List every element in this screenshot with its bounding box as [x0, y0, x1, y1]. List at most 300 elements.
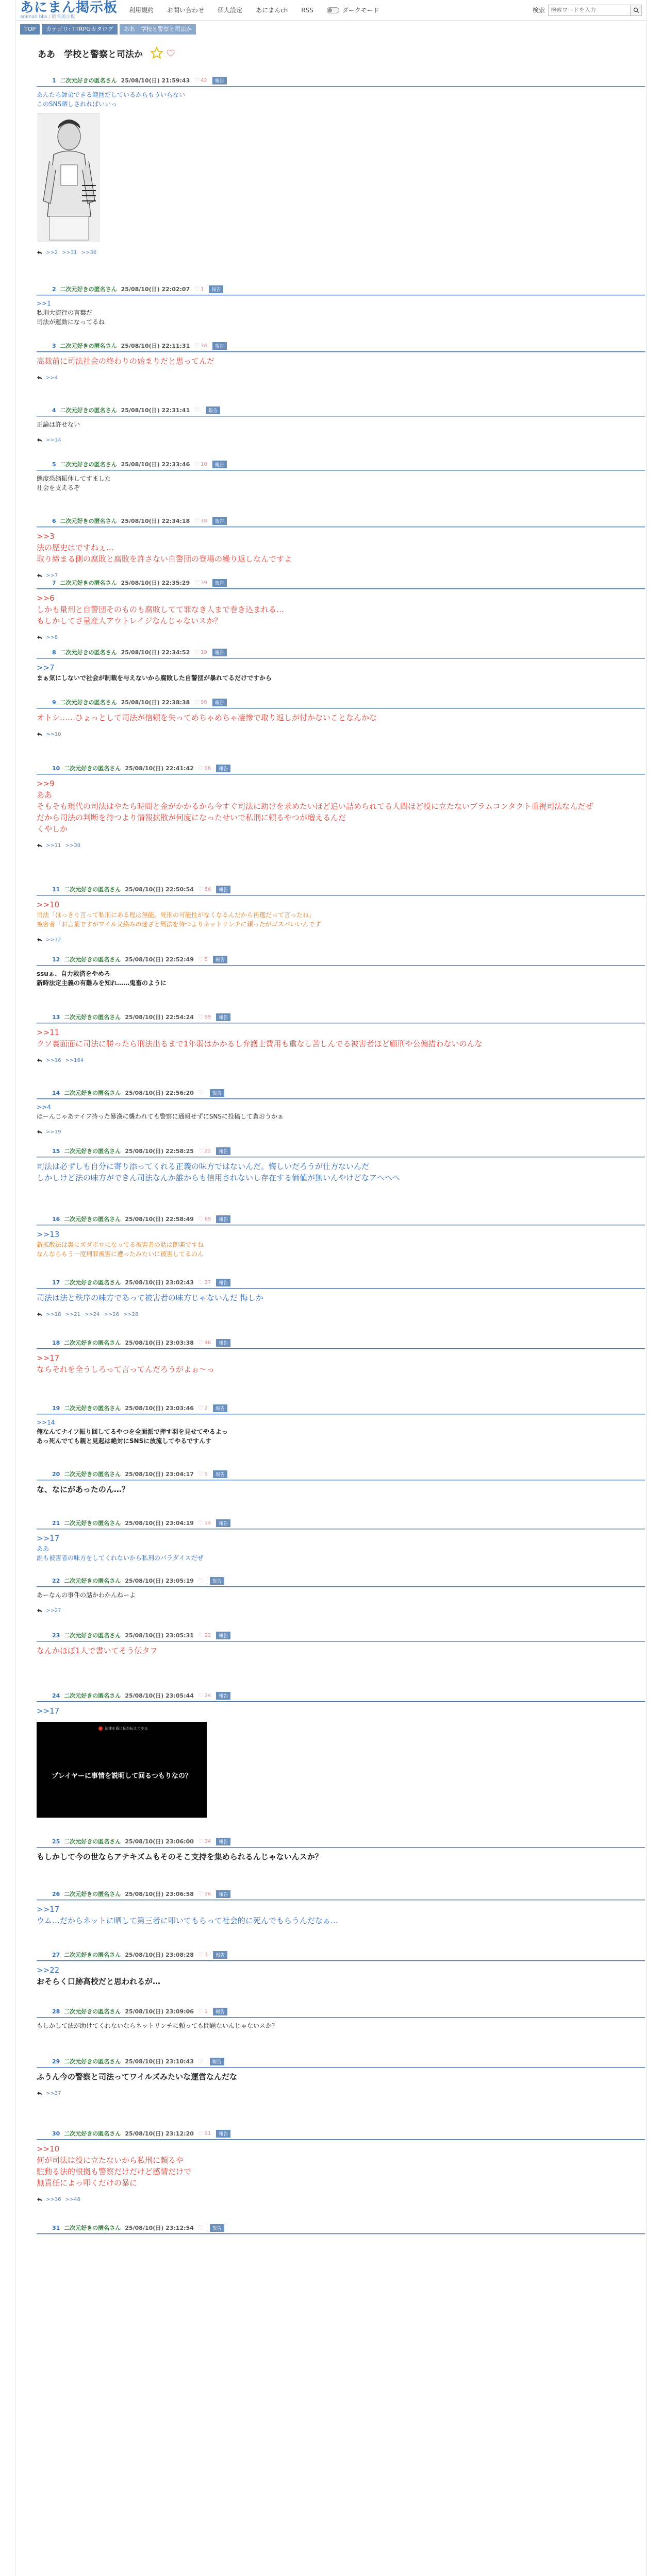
heart-count: 1	[201, 286, 204, 292]
post-body	[37, 1481, 645, 1495]
heart-icon[interactable]: ♡	[197, 1577, 204, 1584]
report-button[interactable]: 報告	[216, 1838, 230, 1845]
reply-links	[37, 2196, 645, 2203]
post-number[interactable]: 25	[52, 1838, 60, 1845]
post-number[interactable]: 29	[52, 2058, 60, 2065]
poster-name: 二次元好きの匿名さん	[60, 343, 117, 349]
post-text-line: ふうん今の警察と司法ってワイルズみたいな運営なんだな	[37, 2072, 238, 2081]
post-number[interactable]: 1	[52, 77, 56, 84]
post	[37, 579, 645, 641]
post-number[interactable]: 15	[52, 1147, 60, 1155]
post-date: 25/08/10(日) 22:11:31	[121, 343, 190, 349]
post	[37, 342, 645, 381]
search-button[interactable]	[631, 5, 642, 16]
poster-name: 二次元好きの匿名さん	[64, 1838, 121, 1845]
post-date: 25/08/10(日) 23:08:28	[125, 1952, 194, 1958]
post	[37, 648, 645, 683]
heart-count: 46	[204, 1340, 211, 1346]
poster-name: 二次元好きの匿名さん	[64, 1952, 121, 1958]
report-button[interactable]: 報告	[216, 1692, 230, 1700]
reply-link[interactable]: >>2	[46, 249, 58, 256]
report-button[interactable]: 報告	[213, 1404, 227, 1412]
heart-icon[interactable]: ♡	[194, 77, 200, 84]
post-body	[37, 2018, 645, 2030]
post	[37, 1147, 645, 1183]
heart-count: 9	[204, 1471, 208, 1477]
post-body	[37, 1587, 645, 1600]
post-header	[37, 285, 645, 293]
post-number[interactable]: 28	[52, 2008, 60, 2015]
post-number[interactable]: 27	[52, 1951, 60, 1958]
nav-settings[interactable]: 個人設定	[218, 7, 243, 14]
post-number[interactable]: 19	[52, 1404, 60, 1412]
post-body	[37, 589, 645, 626]
reply-link[interactable]: >>10	[46, 731, 61, 737]
heart-count: 99	[204, 1014, 211, 1020]
post-header	[37, 1089, 645, 1097]
reply-link[interactable]: >>19	[46, 1129, 61, 1135]
heart-icon[interactable]: ♡	[194, 461, 200, 468]
post-date: 25/08/10(日) 23:09:06	[125, 2008, 194, 2015]
poster-name: 二次元好きの匿名さん	[64, 956, 121, 963]
post	[37, 2057, 645, 2097]
post-number[interactable]: 18	[52, 1339, 60, 1346]
post-body	[37, 659, 645, 683]
post-text-line: オトシ……ひょっとして司法が信頼を失ってめちゃめちゃ凄惨で取り返しが付かないことなんかな	[37, 713, 377, 722]
reply-icon	[37, 250, 43, 255]
post-header	[37, 955, 645, 963]
post	[37, 2129, 645, 2203]
report-button[interactable]: 報告	[216, 1890, 230, 1898]
reply-link[interactable]: >>16	[46, 1057, 61, 1063]
post-number[interactable]: 13	[52, 1013, 60, 1021]
post-text-line: ああ	[37, 790, 53, 800]
heart-icon[interactable]: ♡	[197, 956, 204, 963]
post-image[interactable]	[38, 113, 100, 242]
report-button[interactable]: 報告	[206, 406, 220, 414]
report-button[interactable]: 報告	[216, 1013, 230, 1021]
post-date: 25/08/10(日) 23:12:54	[125, 2225, 194, 2231]
post-number[interactable]: 20	[52, 1470, 60, 1478]
reply-link[interactable]: >>31	[62, 249, 77, 256]
header-nav	[129, 6, 379, 14]
post-number[interactable]: 24	[52, 1692, 60, 1699]
heart-icon[interactable]: ♡	[197, 1404, 204, 1412]
post	[37, 285, 645, 327]
post-date: 25/08/10(日) 22:34:18	[121, 518, 190, 524]
reply-link[interactable]: >>36	[46, 2196, 61, 2202]
post-number[interactable]: 21	[52, 1519, 60, 1527]
reply-links	[37, 374, 645, 381]
heart-icon[interactable]: ♡	[197, 1632, 204, 1639]
post-number[interactable]: 4	[52, 406, 56, 414]
breadcrumb-category[interactable]: カテゴリ: TTRPGカタログ	[42, 24, 118, 35]
report-button[interactable]: 報告	[210, 1089, 224, 1097]
post-header	[37, 698, 645, 706]
report-button[interactable]: 報告	[216, 1519, 230, 1527]
post-header	[37, 517, 645, 525]
heart-icon[interactable]: ♡	[197, 1838, 204, 1845]
heart-icon[interactable]: ♡	[194, 342, 200, 349]
poster-name: 二次元好きの匿名さん	[64, 1216, 121, 1223]
reply-links	[37, 2090, 645, 2097]
post-header	[37, 1691, 645, 1700]
heart-count: 14	[204, 1520, 211, 1526]
reply-link[interactable]: >>8	[46, 634, 58, 640]
report-button[interactable]: 報告	[216, 2130, 230, 2138]
dark-mode-label: ダークモード	[342, 7, 379, 14]
reply-link[interactable]: >>28	[123, 1311, 139, 1317]
breadcrumb	[16, 23, 646, 36]
heart-icon[interactable]: ♡	[197, 1890, 204, 1897]
reply-link[interactable]: >>30	[65, 842, 80, 849]
anchor-link[interactable]: >>22	[37, 1965, 60, 1975]
poster-name: 二次元好きの匿名さん	[60, 518, 117, 524]
post-body	[37, 1848, 645, 1862]
report-button[interactable]: 報告	[212, 461, 227, 468]
heart-icon[interactable]: ♡	[197, 1013, 204, 1021]
nav-rss[interactable]: RSS	[301, 6, 313, 14]
poster-name: 二次元好きの匿名さん	[64, 1014, 121, 1021]
report-button[interactable]: 報告	[213, 956, 227, 963]
post-text-line: 司法は法と秩序の味方であって被害者の味方じゃないんだ 悔しか	[37, 1293, 263, 1302]
heart-icon[interactable]: ♡	[197, 886, 204, 893]
poster-name: 二次元好きの匿名さん	[64, 1891, 121, 1897]
post-body	[37, 775, 645, 835]
heart-icon[interactable]: ♡	[197, 1215, 204, 1223]
post-text-line: そもそも現代の司法はやたら時間と金がかかるから今すぐ司法に助けを求めたいほど追い詰められてる人間ほど役に立たないブラムコンタクト重視司法なんだぜ	[37, 802, 593, 811]
anchor-link[interactable]: >>11	[37, 1028, 60, 1037]
post-body	[37, 1226, 645, 1259]
post-text-line: なんならもう一度刑罪被害に遭ったみたいに被害してるのん	[37, 1250, 204, 1258]
heart-icon[interactable]: ♡	[197, 1519, 204, 1527]
report-button[interactable]: 報告	[210, 2224, 224, 2232]
reply-link[interactable]: >>24	[84, 1311, 100, 1317]
poster-name: 二次元好きの匿名さん	[60, 286, 117, 293]
reply-link[interactable]: >>27	[46, 1607, 61, 1614]
report-button[interactable]: 報告	[213, 1470, 227, 1478]
report-button[interactable]: 報告	[212, 579, 227, 587]
anchor-link[interactable]: >>9	[37, 779, 55, 788]
star-icon[interactable]	[150, 46, 163, 60]
breadcrumb-thread[interactable]: ああ 学校と警察と司法か	[120, 24, 196, 35]
poster-name: 二次元好きの匿名さん	[64, 1578, 121, 1584]
reply-link[interactable]: >>14	[46, 437, 61, 443]
post-date: 25/08/10(日) 22:54:24	[125, 1014, 194, 1021]
report-button[interactable]: 報告	[213, 1951, 227, 1959]
post-number[interactable]: 23	[52, 1632, 60, 1639]
video-subtitle: プレイヤーに事情を説明して回るつもりなの？	[52, 1772, 192, 1780]
post-number[interactable]: 7	[52, 579, 56, 586]
post-text-line: 正論は許せない	[37, 421, 80, 428]
post-date: 25/08/10(日) 23:05:44	[125, 1692, 194, 1699]
reply-link[interactable]: >>48	[65, 2196, 80, 2202]
post-header	[37, 1338, 645, 1347]
heart-count: 26	[204, 1891, 211, 1897]
report-button[interactable]: 報告	[216, 1632, 230, 1639]
dark-mode-toggle[interactable]	[327, 6, 379, 14]
post-header	[37, 342, 645, 350]
post-date: 25/08/10(日) 23:06:00	[125, 1838, 194, 1845]
post-date: 25/08/10(日) 23:12:20	[125, 2130, 194, 2137]
poster-name: 二次元好きの匿名さん	[64, 1692, 121, 1699]
post	[37, 1631, 645, 1656]
post	[37, 406, 645, 444]
poster-name: 二次元好きの匿名さん	[64, 2225, 121, 2231]
reply-link[interactable]: >>11	[46, 842, 61, 849]
post-number[interactable]: 11	[52, 886, 60, 893]
anchor-link[interactable]: >>17	[37, 1905, 60, 1914]
post-number[interactable]: 6	[52, 517, 56, 524]
poster-name: 二次元好きの匿名さん	[64, 1471, 121, 1478]
post-body	[37, 1349, 645, 1375]
post-body	[37, 352, 645, 367]
reply-icon	[37, 437, 43, 443]
anchor-link[interactable]: >>13	[37, 1230, 60, 1239]
post	[37, 1519, 645, 1563]
post-text-line: 司法「ほっきり言って私刑にある程は無能。死刑の可能性がなくなるんだから再選だって言ったね」	[37, 911, 316, 919]
anchor-link[interactable]: >>3	[37, 532, 55, 541]
reply-links	[37, 842, 645, 849]
post-text-line: ウム…だからネットに晒して第三者に叩いてもらって社会的に死んでもらうんだなぁ…	[37, 1916, 338, 1925]
post-header	[37, 1577, 645, 1585]
anchor-link[interactable]: >>17	[37, 1353, 60, 1363]
report-button[interactable]: 報告	[216, 765, 230, 772]
heart-count: 3	[204, 1952, 208, 1958]
post-text-line: もしかして今の世ならアテキズムもそのそこ支持を集められるんじゃないんスか？	[37, 1852, 323, 1861]
heart-icon[interactable]: ♡	[194, 406, 200, 414]
poster-name: 二次元好きの匿名さん	[60, 580, 117, 586]
report-button[interactable]: 報告	[210, 2058, 224, 2065]
heart-count: 34	[204, 1838, 211, 1844]
post-number[interactable]: 14	[52, 1089, 60, 1096]
reply-icon	[37, 1058, 43, 1063]
heart-icon[interactable]: ♡	[197, 2224, 204, 2231]
post-date: 25/08/10(日) 23:10:43	[125, 2058, 194, 2065]
post-body	[37, 417, 645, 429]
post	[37, 1338, 645, 1375]
post	[37, 460, 645, 493]
post-text-line: ならそれを全うしろって言ってんだろうがよぉ～っ	[37, 1365, 215, 1374]
reply-link[interactable]: >>37	[46, 2090, 61, 2096]
reply-link[interactable]: >>36	[81, 249, 97, 256]
post-text-line: 被害者「お言葉ですがワイル又絡みの迷ざと刑法を待つよりネットリンチに頼ったがゴスパいいんです	[37, 921, 321, 928]
reply-icon	[37, 573, 43, 578]
heart-icon[interactable]: ♡	[197, 1279, 204, 1286]
reply-link[interactable]: >>12	[46, 937, 61, 943]
report-button[interactable]: 報告	[216, 1339, 230, 1347]
post-number[interactable]: 8	[52, 649, 56, 656]
heart-count: 98	[201, 699, 207, 705]
post-number[interactable]: 17	[52, 1279, 60, 1286]
heart-count: 10	[201, 461, 207, 467]
post-number[interactable]: 31	[52, 2224, 60, 2231]
heart-icon[interactable]: ♡	[197, 1692, 204, 1699]
poster-name: 二次元好きの匿名さん	[64, 1148, 121, 1155]
heart-count: 96	[204, 765, 211, 771]
post-text-line: 司法は必ずしも自分に寄り添ってくれる正義の味方ではないんだ。悔しいだろうが仕方ないんだ	[37, 1162, 370, 1171]
post-body	[37, 2140, 645, 2189]
post-header	[37, 1837, 645, 1845]
breadcrumb-top[interactable]: TOP	[20, 24, 40, 35]
report-button[interactable]: 報告	[216, 1215, 230, 1223]
anchor-link[interactable]: >>7	[37, 663, 55, 672]
post-number[interactable]: 10	[52, 765, 60, 772]
post-body	[37, 296, 645, 327]
post	[37, 1278, 645, 1318]
heart-icon[interactable]: ♡	[197, 765, 204, 772]
post-text-line: 無責任によっ叩くだけの暴に	[37, 2178, 138, 2188]
post-body	[37, 1530, 645, 1563]
reply-link[interactable]: >>164	[65, 1057, 84, 1063]
reply-icon	[37, 937, 43, 942]
reply-icon	[37, 375, 43, 380]
post-date: 25/08/10(日) 22:35:29	[121, 580, 190, 586]
anchor-link[interactable]: >>10	[37, 2144, 60, 2154]
poster-name: 二次元好きの匿名さん	[60, 649, 117, 656]
poster-name: 二次元好きの匿名さん	[64, 1340, 121, 1346]
post	[37, 1215, 645, 1259]
post-number[interactable]: 9	[52, 699, 56, 706]
heart-icon[interactable]: ♡	[197, 2008, 204, 2015]
poster-name: 二次元好きの匿名さん	[64, 1632, 121, 1639]
heart-icon[interactable]: ♡	[194, 285, 200, 293]
post-text-line: 高裁前に司法社会の終わりの始まりだと思ってんだ	[37, 357, 215, 366]
record-dot-icon	[98, 1726, 103, 1731]
site-logo[interactable]	[20, 1, 118, 20]
report-button[interactable]: 報告	[216, 886, 230, 893]
nav-terms[interactable]: 利用規約	[129, 7, 154, 14]
heart-count: 91	[204, 2130, 211, 2137]
post-date: 25/08/10(日) 23:02:43	[125, 1279, 194, 1286]
report-button[interactable]: 報告	[213, 2008, 227, 2015]
anchor-link[interactable]: >>17	[37, 1534, 60, 1543]
report-button[interactable]: 報告	[212, 342, 227, 350]
report-button[interactable]: 報告	[209, 285, 223, 293]
nav-contact[interactable]: お問い合わせ	[167, 7, 205, 14]
post-date: 25/08/10(日) 22:33:46	[121, 461, 190, 468]
search-icon	[633, 7, 639, 13]
heart-icon[interactable]: ♡	[197, 2130, 204, 2137]
anchor-link[interactable]: >>6	[37, 594, 55, 603]
heart-icon[interactable]: ♡	[197, 2058, 204, 2065]
heart-icon[interactable]: ♡	[194, 649, 200, 656]
post-number[interactable]: 26	[52, 1890, 60, 1897]
heart-icon[interactable]: ♡	[194, 699, 200, 706]
post-number[interactable]: 5	[52, 461, 56, 468]
heart-outline-icon[interactable]	[167, 49, 175, 57]
report-button[interactable]: 報告	[212, 699, 227, 706]
reply-link[interactable]: >>7	[46, 572, 58, 579]
report-button[interactable]: 報告	[212, 649, 227, 656]
post-number[interactable]: 22	[52, 1577, 60, 1584]
post-header	[37, 460, 645, 468]
post-header	[37, 2129, 645, 2138]
post	[37, 1837, 645, 1862]
poster-name: 二次元好きの匿名さん	[64, 1520, 121, 1527]
post-number[interactable]: 30	[52, 2130, 60, 2137]
post	[37, 2224, 645, 2238]
poster-name: 二次元好きの匿名さん	[60, 407, 117, 414]
search-label: 検索	[532, 7, 545, 14]
post-text-line: 態度恐縮振休してすました	[37, 475, 111, 482]
post-header	[37, 885, 645, 893]
post-text-line: このSNS晒しされればいいっ	[37, 100, 118, 108]
poster-name: 二次元好きの匿名さん	[64, 2058, 121, 2065]
post-header	[37, 2224, 645, 2232]
post-body	[37, 471, 645, 493]
post-text-line: なんかほぼ1人で書いてそう伝タフ	[37, 1646, 158, 1655]
post-date: 25/08/10(日) 22:02:07	[121, 286, 190, 293]
post-number[interactable]: 2	[52, 285, 56, 293]
search-input[interactable]	[548, 5, 631, 16]
video-embed[interactable]	[37, 1722, 207, 1818]
anchor-link[interactable]: >>4	[37, 1104, 51, 1111]
post-text-line: 俺なんてナイフ振り回してるやつを全面派で押す羽を見せてやるよっ	[37, 1428, 228, 1435]
heart-icon[interactable]: ♡	[194, 579, 200, 586]
post-body	[37, 1099, 645, 1121]
heart-icon[interactable]: ♡	[194, 517, 200, 524]
report-button[interactable]: 報告	[212, 517, 227, 525]
heart-icon[interactable]: ♡	[197, 1089, 204, 1096]
post-number[interactable]: 3	[52, 342, 56, 349]
post-header	[37, 1951, 645, 1959]
reply-link[interactable]: >>21	[65, 1311, 80, 1317]
anchor-link[interactable]: >>17	[37, 1706, 60, 1716]
post-header	[37, 76, 645, 84]
post-date: 25/08/10(日) 22:31:41	[121, 407, 190, 414]
report-button[interactable]: 報告	[216, 1279, 230, 1286]
post-date: 25/08/10(日) 23:04:17	[125, 1471, 194, 1478]
report-button[interactable]: 報告	[216, 1147, 230, 1155]
post-body	[37, 2234, 645, 2238]
report-button[interactable]: 報告	[212, 77, 227, 84]
heart-count: 86	[204, 886, 211, 892]
anchor-link[interactable]: >>10	[37, 900, 60, 909]
poster-name: 二次元好きの匿名さん	[64, 1279, 121, 1286]
reply-link[interactable]: >>18	[46, 1311, 61, 1317]
post-header	[37, 1404, 645, 1412]
post	[37, 1089, 645, 1136]
post-header	[37, 1278, 645, 1286]
anchor-link[interactable]: >>14	[37, 1419, 55, 1426]
post-number[interactable]: 16	[52, 1215, 60, 1223]
report-button[interactable]: 報告	[210, 1577, 224, 1585]
heart-icon[interactable]: ♡	[197, 1339, 204, 1346]
post-text-line: だから司法の判断を待つより情報拡散が何度になったせいで私刑に頼るやつが増えるんだ	[37, 813, 346, 822]
reply-link[interactable]: >>4	[46, 375, 58, 381]
post-body	[37, 1702, 645, 1717]
post-date: 25/08/10(日) 22:56:20	[125, 1090, 194, 1096]
heart-count: 19	[201, 649, 207, 655]
reply-links	[37, 1057, 645, 1064]
heart-count: 22	[204, 1148, 211, 1154]
nav-animanch[interactable]: あにまんch	[256, 7, 288, 14]
reply-link[interactable]: >>26	[104, 1311, 119, 1317]
post	[37, 1577, 645, 1614]
logo-subtext: animan bbs / 匿名掲示板	[20, 14, 75, 20]
heart-icon[interactable]: ♡	[197, 1147, 204, 1155]
post	[37, 76, 645, 256]
post-date: 25/08/10(日) 23:05:31	[125, 1632, 194, 1639]
post-text-line: くやしか	[37, 824, 68, 834]
heart-icon[interactable]: ♡	[197, 1951, 204, 1958]
heart-icon[interactable]: ♡	[197, 1470, 204, 1478]
reply-icon	[37, 1129, 43, 1134]
post-number[interactable]: 12	[52, 956, 60, 963]
poster-name: 二次元好きの匿名さん	[64, 2008, 121, 2015]
anchor-link[interactable]: >>1	[37, 300, 51, 307]
